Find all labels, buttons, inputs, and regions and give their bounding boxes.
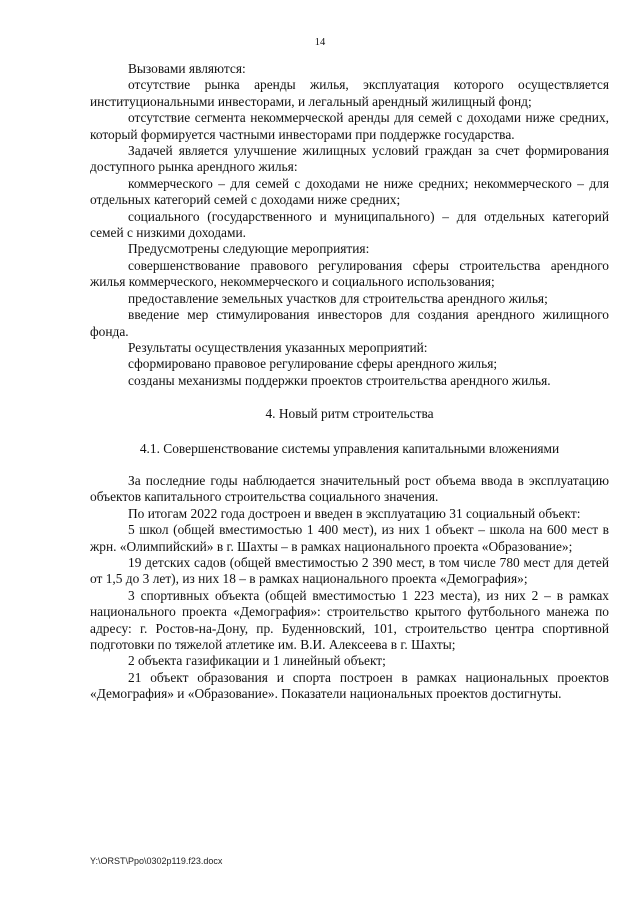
subsection-heading: 4.1. Совершенствование системы управления капитальными вложениями: [139, 440, 560, 456]
paragraph: коммерческого – для семей с доходами не ниже средних; некоммерческого – для отдельных категорий семей с доходами ниже средних;: [90, 175, 609, 208]
paragraph: Предусмотрены следующие мероприятия:: [128, 241, 370, 257]
paragraph: За последние годы наблюдается значительный рост объема ввода в эксплуатацию объектов капитального строительства социального значения.: [90, 472, 609, 505]
paragraph: отсутствие сегмента некоммерческой аренды для семей с доходами ниже средних, который формируется частными инвесторами при поддержке государства.: [90, 110, 609, 142]
paragraph: 2 объекта газификации и 1 линейный объект;: [128, 653, 386, 669]
section-heading: 4. Новый ритм строительства: [265, 406, 434, 422]
paragraph: социального (государственного и муниципального) – для отдельных категорий семей с низкими доходами.: [90, 208, 609, 241]
paragraph: 19 детских садов (общей вместимостью 2 390 мест, в том числе 780 мест для детей от 1,5 до 3 лет), из них 18 – в рамках национального проекта «Демография»;: [90, 554, 609, 587]
paragraph: 3 спортивных объекта (общей вместимостью 1 223 места), из них 2 – в рамках национального проекта «Демография»: строительство крытого футбольного манежа по адресу: г. Ростов-на-Дону, пр. Буденновский, 101, строительство центра спортивной подготовки по тяжелой атлетике им. В.И. Алексеева в г. Шахты;: [90, 587, 609, 652]
footer-file-path: Y:\ORST\Ppo\0302p119.f23.docx: [90, 856, 223, 866]
paragraph: 21 объект образования и спорта построен в рамках национальных проектов «Демография» и «Образование». Показатели национальных проектов достигнуты.: [90, 669, 609, 702]
paragraph: предоставление земельных участков для строительства арендного жилья;: [128, 290, 548, 306]
paragraph: отсутствие рынка аренды жилья, эксплуатация которого осуществляется институциональными инвесторами, и легальный арендный жилищный фонд;: [90, 77, 609, 109]
paragraph: Результаты осуществления указанных мероприятий:: [128, 339, 428, 355]
paragraph: По итогам 2022 года достроен и введен в эксплуатацию 31 социальный объект:: [128, 505, 581, 521]
paragraph: 5 школ (общей вместимостью 1 400 мест), из них 1 объект – школа на 600 мест в жрн. «Олимпийский» в г. Шахты – в рамках национального проекта «Образование»;: [90, 522, 609, 554]
paragraph: введение мер стимулирования инвесторов для создания арендного жилищного фонда.: [90, 307, 609, 339]
paragraph: Вызовами являются:: [128, 61, 246, 76]
paragraph: совершенствование правового регулирования сферы строительства арендного жилья коммерческого, некоммерческого и социального использования;: [90, 257, 609, 290]
paragraph: Задачей является улучшение жилищных условий граждан за счет формирования доступного рынка арендного жилья:: [90, 143, 609, 175]
page-number: 14: [314, 37, 326, 48]
paragraph: созданы механизмы поддержки проектов строительства арендного жилья.: [128, 372, 551, 388]
paragraph: сформировано правовое регулирование сферы арендного жилья;: [128, 356, 498, 372]
document-body: [90, 61, 609, 703]
